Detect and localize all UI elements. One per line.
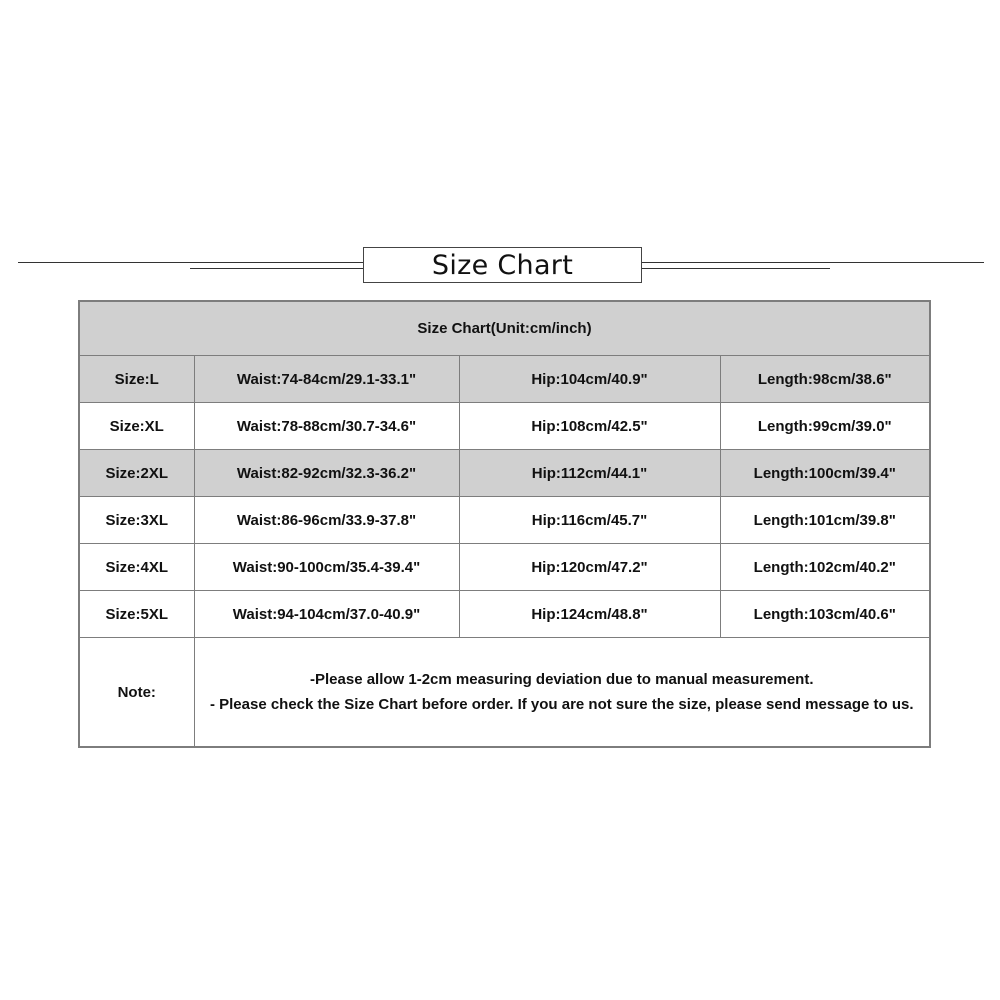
table-header-row [79, 301, 930, 356]
waist-cell: Waist:86-96cm/33.9-37.8" [194, 497, 459, 544]
waist-cell: Waist:94-104cm/37.0-40.9" [194, 591, 459, 638]
table-row [79, 356, 930, 403]
banner-rule-right-outer [642, 262, 984, 263]
size-cell: Size:XL [79, 403, 194, 450]
size-cell: Size:L [79, 356, 194, 403]
table-row [79, 403, 930, 450]
hip-cell: Hip:124cm/48.8" [459, 591, 720, 638]
note-line-2: - Please check the Size Chart before order. If you are not sure the size, please send message to us. [209, 696, 914, 713]
note-text [194, 638, 930, 748]
size-table [78, 300, 931, 748]
table-row [79, 591, 930, 638]
hip-cell: Hip:112cm/44.1" [459, 450, 720, 497]
note-label: Note: [79, 638, 194, 748]
size-cell: Size:2XL [79, 450, 194, 497]
banner-rule-right-inner [642, 268, 830, 269]
hip-cell: Hip:108cm/42.5" [459, 403, 720, 450]
banner-title: Size Chart [363, 247, 642, 283]
hip-cell: Hip:116cm/45.7" [459, 497, 720, 544]
note-line-1: -Please allow 1-2cm measuring deviation due to manual measurement. [310, 671, 814, 688]
table-row [79, 450, 930, 497]
waist-cell: Waist:82-92cm/32.3-36.2" [194, 450, 459, 497]
table-row [79, 544, 930, 591]
length-cell: Length:100cm/39.4" [720, 450, 930, 497]
waist-cell: Waist:74-84cm/29.1-33.1" [194, 356, 459, 403]
hip-cell: Hip:120cm/47.2" [459, 544, 720, 591]
table-header: Size Chart(Unit:cm/inch) [79, 301, 930, 356]
banner-rule-left-inner [190, 268, 363, 269]
length-cell: Length:101cm/39.8" [720, 497, 930, 544]
waist-cell: Waist:90-100cm/35.4-39.4" [194, 544, 459, 591]
length-cell: Length:99cm/39.0" [720, 403, 930, 450]
note-row [79, 638, 930, 748]
waist-cell: Waist:78-88cm/30.7-34.6" [194, 403, 459, 450]
size-cell: Size:4XL [79, 544, 194, 591]
length-cell: Length:102cm/40.2" [720, 544, 930, 591]
hip-cell: Hip:104cm/40.9" [459, 356, 720, 403]
size-cell: Size:3XL [79, 497, 194, 544]
size-cell: Size:5XL [79, 591, 194, 638]
length-cell: Length:103cm/40.6" [720, 591, 930, 638]
banner-rule-left-outer [18, 262, 363, 263]
table-row [79, 497, 930, 544]
length-cell: Length:98cm/38.6" [720, 356, 930, 403]
